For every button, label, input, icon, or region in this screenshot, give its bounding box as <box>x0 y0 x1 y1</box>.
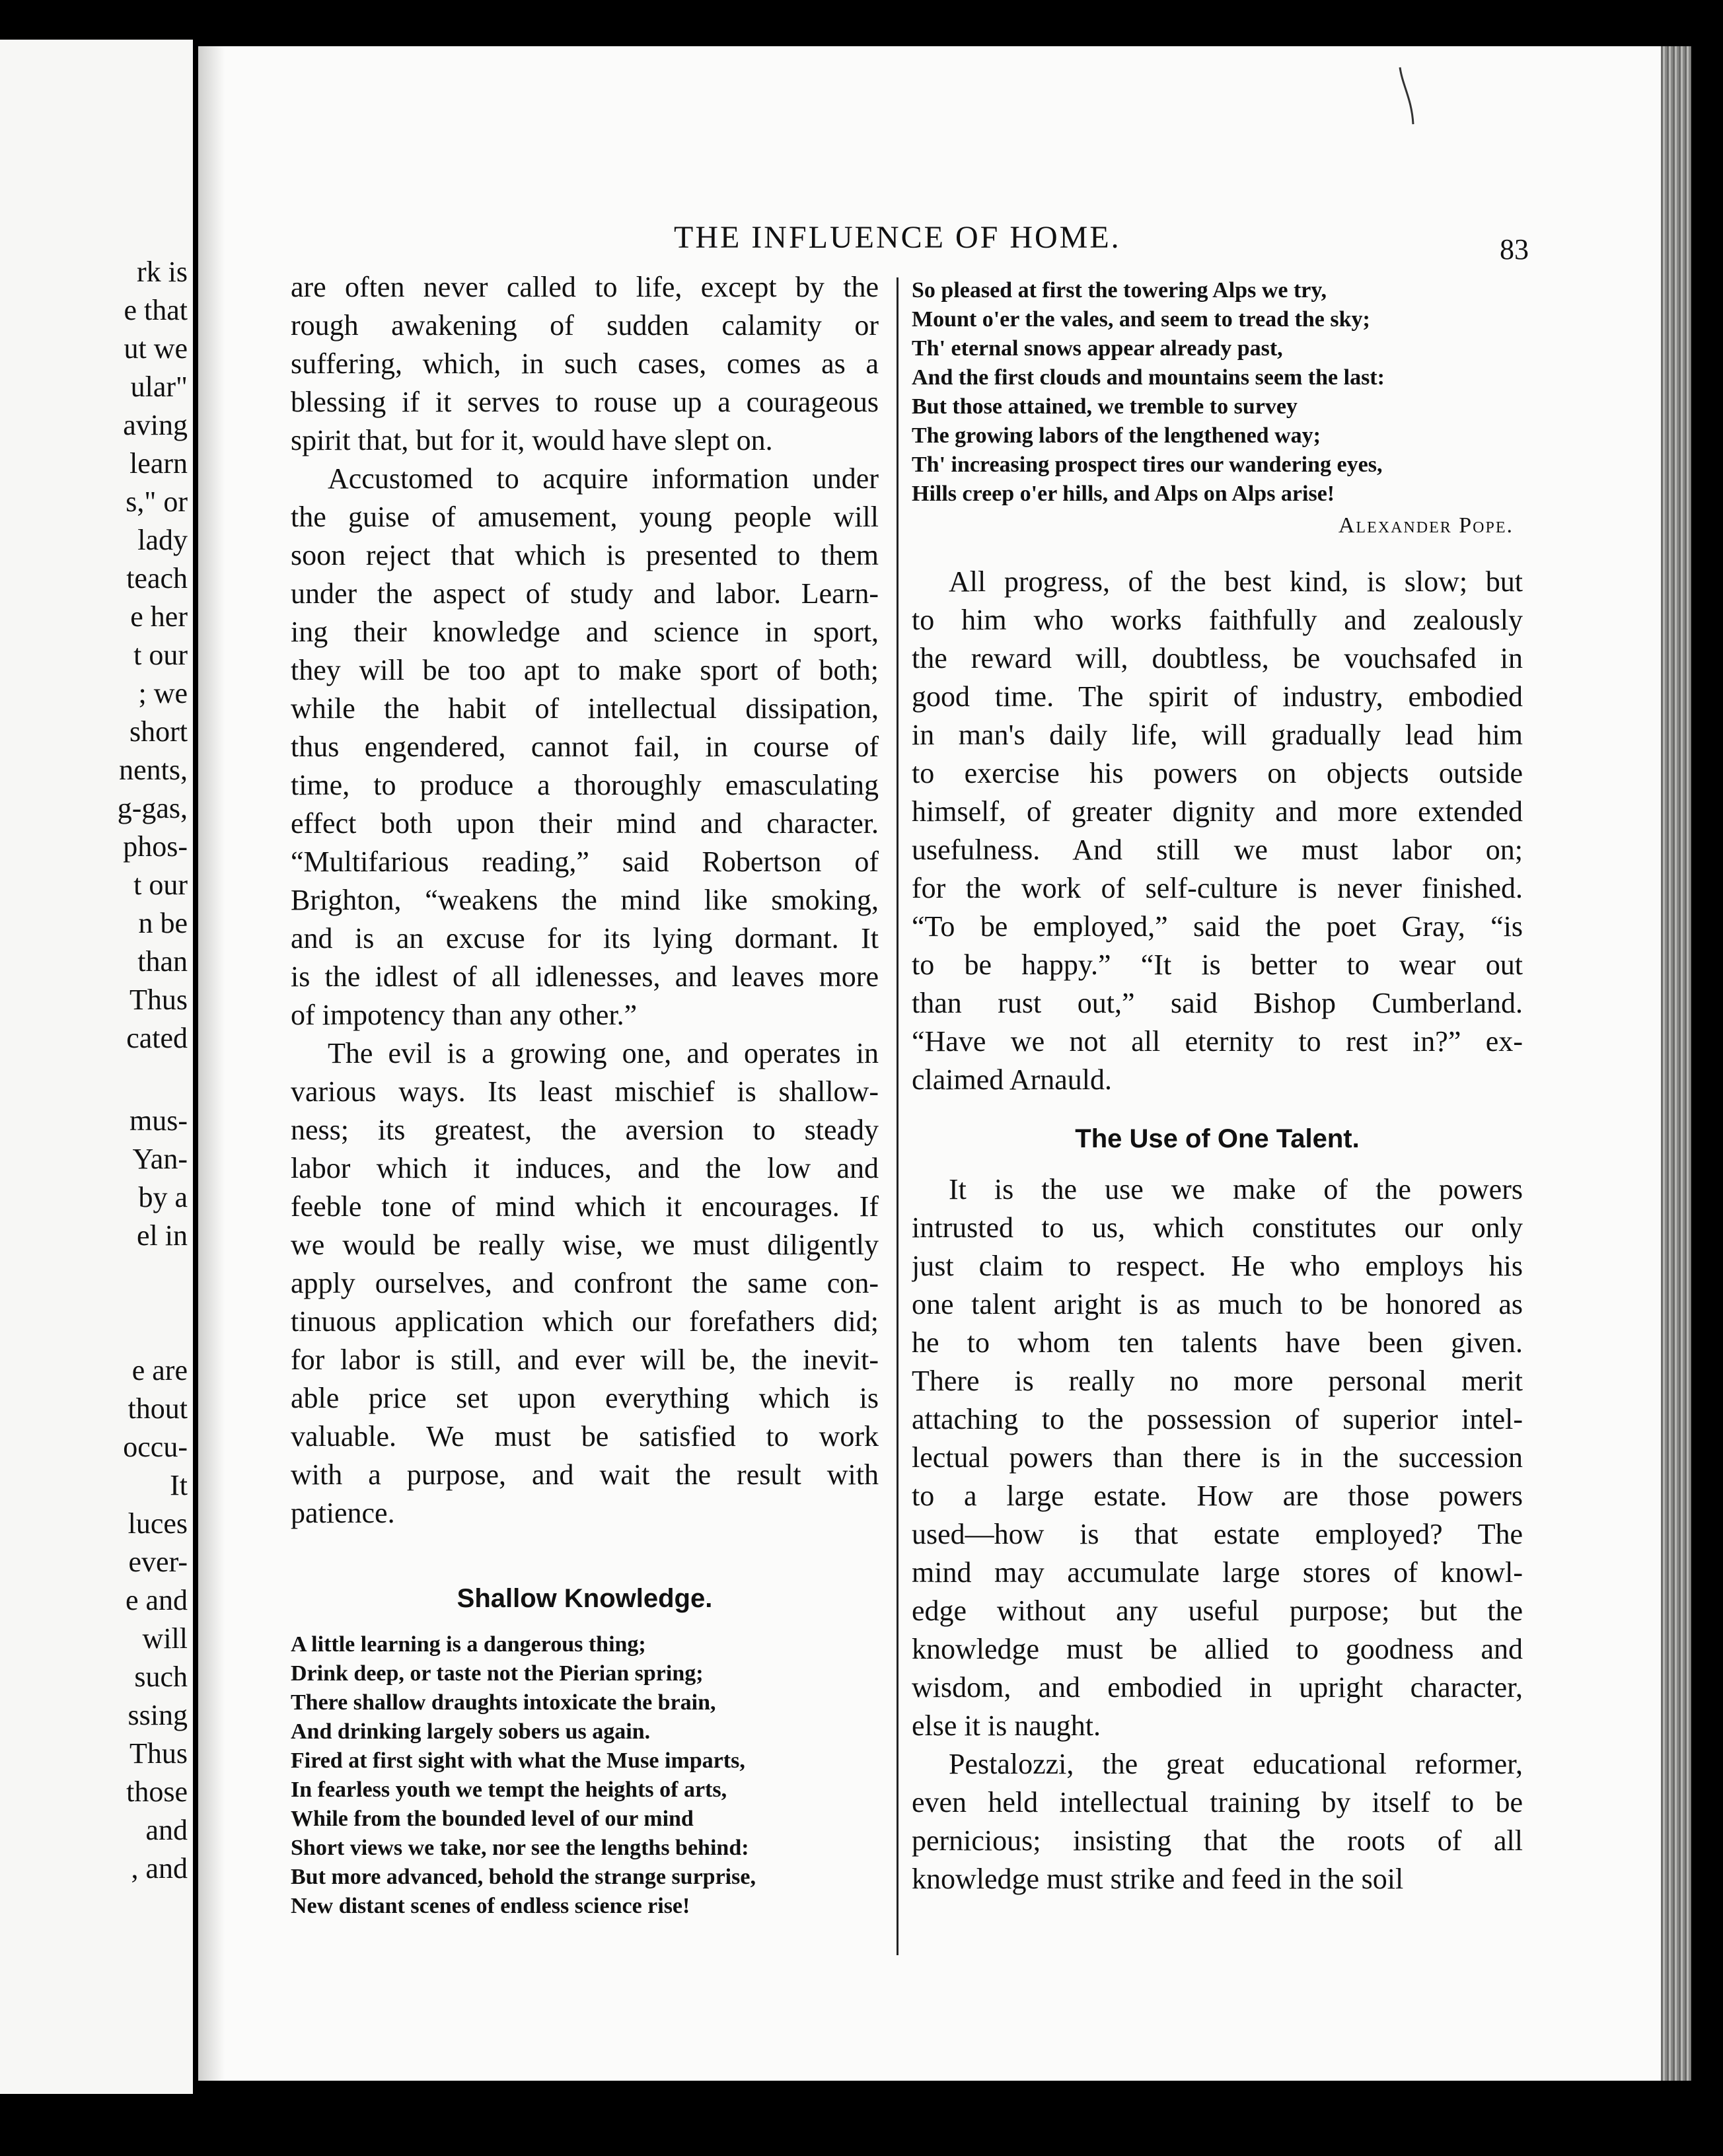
text-line: ness; its greatest, the aversion to steady <box>291 1114 879 1146</box>
text-line: while the habit of intellectual dissipation, <box>291 692 879 725</box>
poem <box>912 276 1523 509</box>
previous-page-text-fragment: t our <box>133 639 188 671</box>
text-line: to him who works faithfully and zealously <box>912 604 1523 636</box>
verse-line: Fired at first sight with what the Muse imparts, <box>291 1748 745 1773</box>
previous-page-text-fragment: Yan- <box>132 1143 188 1175</box>
previous-page-text-fragment: Thus <box>129 984 188 1016</box>
previous-page-text-fragment: s," or <box>126 485 188 518</box>
text-line: valuable. We must be satisfied to work <box>291 1420 879 1453</box>
previous-page-text-fragment: e are <box>131 1354 188 1386</box>
gutter-shadow <box>198 46 225 2081</box>
verse-line: Th' eternal snows appear already past, <box>912 336 1283 361</box>
previous-page-text-fragment: mus- <box>129 1104 188 1137</box>
paragraph <box>291 268 879 460</box>
text-line: There is really no more personal merit <box>912 1365 1523 1397</box>
previous-page-text-fragment: t our <box>133 869 188 901</box>
verse-line: Drink deep, or taste not the Pierian spring; <box>291 1661 704 1686</box>
text-line: pernicious; insisting that the roots of all <box>912 1824 1523 1857</box>
previous-page-text-fragment: Thus <box>129 1737 188 1770</box>
text-line: else it is naught. <box>912 1709 1101 1742</box>
verse-line: Th' increasing prospect tires our wandering eyes, <box>912 452 1383 477</box>
page-number: 83 <box>1500 233 1529 266</box>
previous-page-text-fragment: occu- <box>123 1431 188 1463</box>
previous-page-text-fragment: thout <box>128 1392 188 1425</box>
text-line: time, to produce a thoroughly emasculating <box>291 769 879 801</box>
running-title: THE INFLUENCE OF HOME. <box>674 220 1121 255</box>
previous-page-text-fragment: aving <box>123 409 188 441</box>
text-line: “Have we not all eternity to rest in?” ex- <box>912 1025 1523 1058</box>
previous-page-text-fragment: ut we <box>124 332 188 365</box>
text-line: under the aspect of study and labor. Learn- <box>291 577 879 610</box>
previous-page-text-fragment: such <box>134 1661 188 1693</box>
text-line: claimed Arnauld. <box>912 1063 1113 1096</box>
paragraph <box>291 1034 879 1532</box>
verse-line: In fearless youth we tempt the heights of arts, <box>291 1778 727 1802</box>
text-line: All progress, of the best kind, is slow; but <box>949 565 1523 598</box>
text-line: we would be really wise, we must diligently <box>291 1229 879 1261</box>
text-line: the reward will, doubtless, be vouchsafed in <box>912 642 1523 674</box>
page-edge <box>1661 46 1691 2081</box>
text-line: “Multifarious reading,” said Robertson of <box>291 845 879 878</box>
text-line: in man's daily life, will gradually lead him <box>912 719 1523 751</box>
text-line: just claim to respect. He who employs his <box>912 1250 1523 1282</box>
text-line: Brighton, “weakens the mind like smoking, <box>291 884 879 916</box>
text-line: usefulness. And still we must labor on; <box>912 834 1523 866</box>
text-line: the guise of amusement, young people will <box>291 501 879 533</box>
paragraph <box>291 460 879 1034</box>
previous-page-text-fragment: lady <box>137 524 188 556</box>
previous-page-text-fragment: will <box>142 1622 188 1655</box>
previous-page-text-fragment: cated <box>126 1022 188 1054</box>
previous-page-strip <box>0 40 193 2094</box>
text-line: edge without any useful purpose; but the <box>912 1595 1523 1627</box>
column-divider <box>897 277 898 1955</box>
previous-page-text-fragment: nents, <box>119 754 188 786</box>
previous-page-text-fragment: g-gas, <box>117 792 188 824</box>
previous-page-text-fragment: ever- <box>128 1546 188 1578</box>
text-line: suffering, which, in such cases, comes as a <box>291 347 879 380</box>
previous-page-text-fragment: learn <box>129 447 188 480</box>
verse-line: There shallow draughts intoxicate the brain, <box>291 1690 716 1715</box>
right-column <box>912 276 1523 1898</box>
text-line: and is an excuse for its lying dormant. It <box>291 922 879 954</box>
text-line: to exercise his powers on objects outside <box>912 757 1523 789</box>
previous-page-text-fragment: el in <box>137 1219 188 1252</box>
section-heading: Shallow Knowledge. <box>457 1584 713 1613</box>
verse-line: Hills creep o'er hills, and Alps on Alps arise! <box>912 482 1335 506</box>
text-line: The evil is a growing one, and operates in <box>328 1037 879 1069</box>
left-column <box>291 268 879 1921</box>
verse-line: New distant scenes of endless science rise! <box>291 1894 690 1918</box>
verse-line: Short views we take, nor see the lengths behind: <box>291 1836 749 1860</box>
verse-line: A little learning is a dangerous thing; <box>291 1632 646 1657</box>
text-line: of impotency than any other.” <box>291 999 638 1031</box>
text-line: apply ourselves, and confront the same con- <box>291 1267 879 1299</box>
previous-page-text-fragment: n be <box>138 907 188 939</box>
text-line: with a purpose, and wait the result with <box>291 1458 879 1491</box>
verse-line: And drinking largely sobers us again. <box>291 1719 651 1744</box>
text-line: himself, of greater dignity and more extended <box>912 795 1523 828</box>
text-line: wisdom, and embodied in upright character, <box>912 1671 1523 1704</box>
previous-page-text-fragment: ssing <box>128 1699 188 1731</box>
verse-line: And the first clouds and mountains seem the last: <box>912 365 1385 390</box>
text-line: Accustomed to acquire information under <box>328 462 879 495</box>
previous-page-text-fragment: teach <box>126 562 188 594</box>
text-line: spirit that, but for it, would have slept on. <box>291 424 773 456</box>
verse-line: While from the bounded level of our mind <box>291 1807 694 1831</box>
paragraph <box>912 1170 1523 1745</box>
text-line: are often never called to life, except by the <box>291 271 879 303</box>
text-line: to be happy.” “It is better to wear out <box>912 949 1523 981</box>
previous-page-text-fragment: those <box>126 1776 188 1808</box>
previous-page-text-fragment: and <box>145 1814 188 1846</box>
section-heading: The Use of One Talent. <box>1075 1124 1360 1153</box>
text-line: blessing if it serves to rouse up a courageous <box>291 386 879 418</box>
text-line: they will be too apt to make sport of both; <box>291 654 879 686</box>
text-line: is the idlest of all idlenesses, and leaves more <box>291 960 879 993</box>
text-line: Pestalozzi, the great educational reformer, <box>949 1748 1523 1780</box>
text-line: knowledge must be allied to goodness and <box>912 1633 1523 1665</box>
text-line: “To be employed,” said the poet Gray, “is <box>912 910 1523 943</box>
text-line: able price set upon everything which is <box>291 1382 879 1414</box>
previous-page-text-fragment: e and <box>125 1584 188 1616</box>
text-line: than rust out,” said Bishop Cumberland. <box>912 987 1523 1019</box>
text-line: for labor is still, and ever will be, the inevit- <box>291 1344 879 1376</box>
text-line: attaching to the possession of superior intel- <box>912 1403 1523 1435</box>
verse-line: Mount o'er the vales, and seem to tread the sky; <box>912 307 1370 332</box>
previous-page-text-fragment: e her <box>130 600 188 633</box>
text-line: effect both upon their mind and character. <box>291 807 879 840</box>
paragraph <box>912 563 1523 1099</box>
verse-line: But more advanced, behold the strange surprise, <box>291 1865 756 1889</box>
text-line: one talent aright is as much to be honored as <box>912 1288 1523 1320</box>
text-line: intrusted to us, which constitutes our only <box>912 1211 1523 1244</box>
text-line: tinuous application which our forefathers did; <box>291 1305 879 1338</box>
verse-line: So pleased at first the towering Alps we try, <box>912 278 1327 303</box>
previous-page-text-fragment: phos- <box>123 830 188 863</box>
text-line: various ways. Its least mischief is shallow- <box>291 1075 879 1108</box>
text-line: thus engendered, cannot fail, in course of <box>291 731 879 763</box>
previous-page-text-fragment: It <box>170 1469 188 1501</box>
text-line: soon reject that which is presented to them <box>291 539 879 571</box>
text-line: good time. The spirit of industry, embodied <box>912 680 1523 713</box>
page-corner-mark <box>1397 66 1416 126</box>
text-line: even held intellectual training by itself to be <box>912 1786 1523 1818</box>
text-line: mind may accumulate large stores of knowl- <box>912 1556 1523 1589</box>
previous-page-text-fragment: rk is <box>137 256 188 288</box>
text-line: he to whom ten talents have been given. <box>912 1326 1523 1359</box>
text-line: It is the use we make of the powers <box>949 1173 1523 1205</box>
poem-attribution: Alexander Pope. <box>1338 513 1514 538</box>
verse-line: The growing labors of the lengthened way; <box>912 423 1321 448</box>
verse-line: But those attained, we tremble to survey <box>912 394 1298 419</box>
poem <box>291 1630 879 1921</box>
previous-page-text-fragment: e that <box>124 294 188 326</box>
text-line: ing their knowledge and science in sport, <box>291 616 879 648</box>
previous-page-text-fragment: ; we <box>138 677 188 709</box>
text-line: knowledge must strike and feed in the soil <box>912 1863 1404 1895</box>
previous-page-text-fragment: by a <box>138 1181 188 1213</box>
previous-page-text-fragment: , and <box>131 1852 188 1885</box>
paragraph <box>912 1745 1523 1898</box>
previous-page-text-fragment: luces <box>128 1507 188 1540</box>
text-line: rough awakening of sudden calamity or <box>291 309 879 341</box>
text-line: used—how is that estate employed? The <box>912 1518 1523 1550</box>
text-line: patience. <box>291 1497 395 1529</box>
text-line: to a large estate. How are those powers <box>912 1480 1523 1512</box>
previous-page-text-fragment: than <box>137 945 188 978</box>
book-page <box>198 46 1691 2081</box>
text-line: for the work of self-culture is never finished. <box>912 872 1523 904</box>
text-line: lectual powers than there is in the succession <box>912 1441 1523 1474</box>
text-line: feeble tone of mind which it encourages. If <box>291 1190 879 1223</box>
previous-page-text-fragment: short <box>129 715 188 748</box>
previous-page-text-fragment: ular" <box>130 371 188 403</box>
text-line: labor which it induces, and the low and <box>291 1152 879 1184</box>
